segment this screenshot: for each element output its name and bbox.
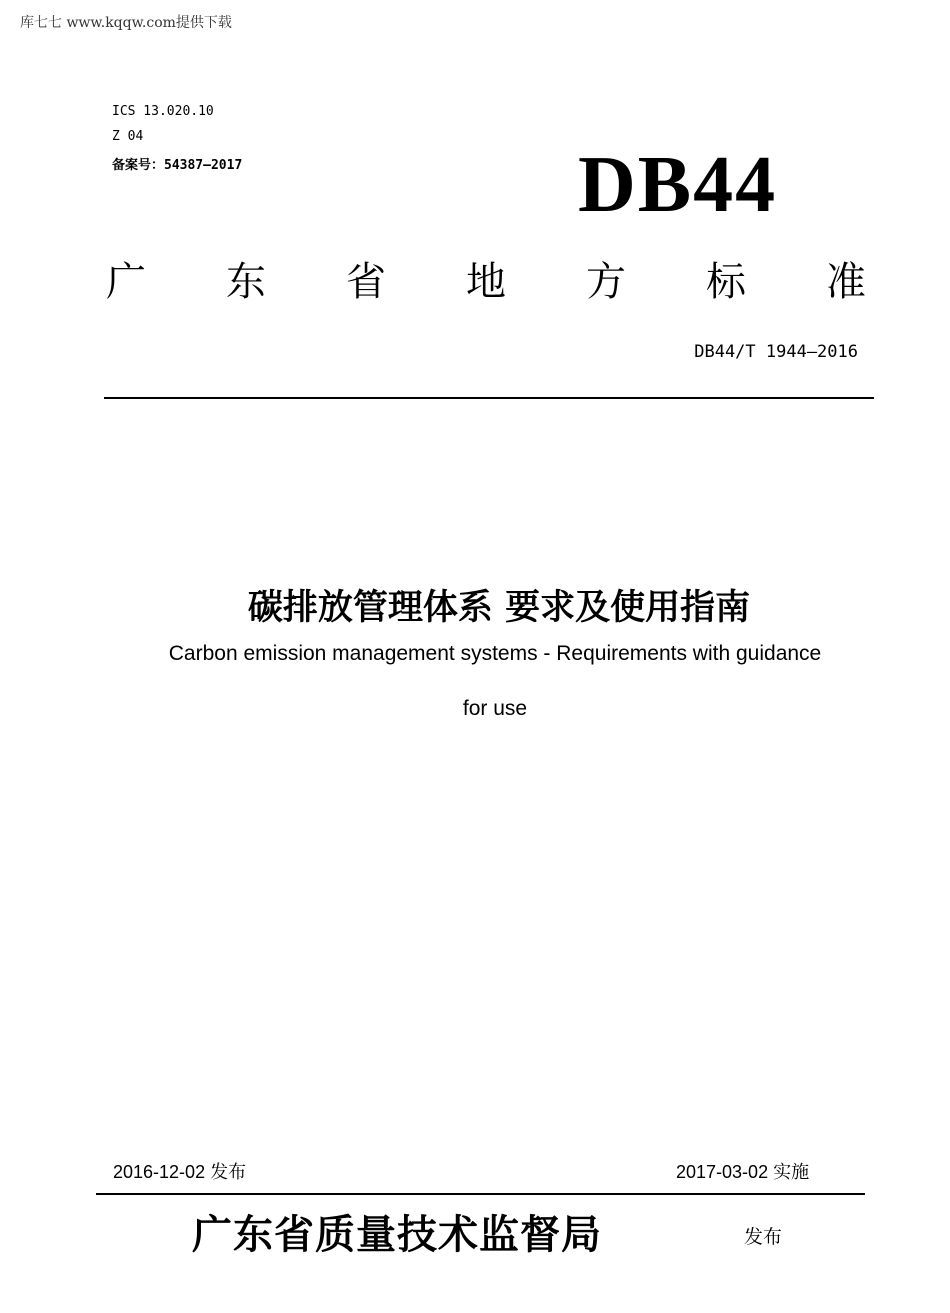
standard-type-char: 广 — [106, 259, 146, 305]
ccs-code: Z 04 — [112, 129, 144, 144]
standard-mark: DB44 — [578, 141, 778, 229]
header-divider — [104, 397, 874, 399]
issuing-authority: 广东省质量技术监督局 — [192, 1211, 602, 1258]
standard-type-char: 方 — [586, 259, 626, 305]
standard-type-char: 准 — [826, 259, 866, 305]
issue-label: 发布 — [744, 1226, 783, 1248]
standard-type-heading — [106, 250, 866, 307]
implement-date: 2017-03-02 实施 — [676, 1162, 810, 1182]
footer-divider — [96, 1193, 865, 1195]
english-title-line2: for use — [462, 697, 528, 720]
standard-type-char: 省 — [346, 259, 386, 305]
standard-type-char: 标 — [706, 259, 746, 305]
standard-type-char: 东 — [226, 259, 266, 305]
standard-type-char: 地 — [466, 259, 506, 305]
publish-date: 2016-12-02 发布 — [113, 1162, 247, 1182]
chinese-title: 碳排放管理体系 要求及使用指南 — [247, 588, 751, 628]
standard-number: DB44/T 1944—2016 — [694, 342, 858, 362]
ics-code: ICS 13.020.10 — [112, 104, 214, 119]
record-number: 备案号：54387—2017 — [112, 158, 243, 173]
english-title-line1: Carbon emission management systems - Requirements with guidance — [168, 642, 822, 665]
watermark-text: 库七七 www.kqqw.com提供下载 — [20, 15, 232, 31]
